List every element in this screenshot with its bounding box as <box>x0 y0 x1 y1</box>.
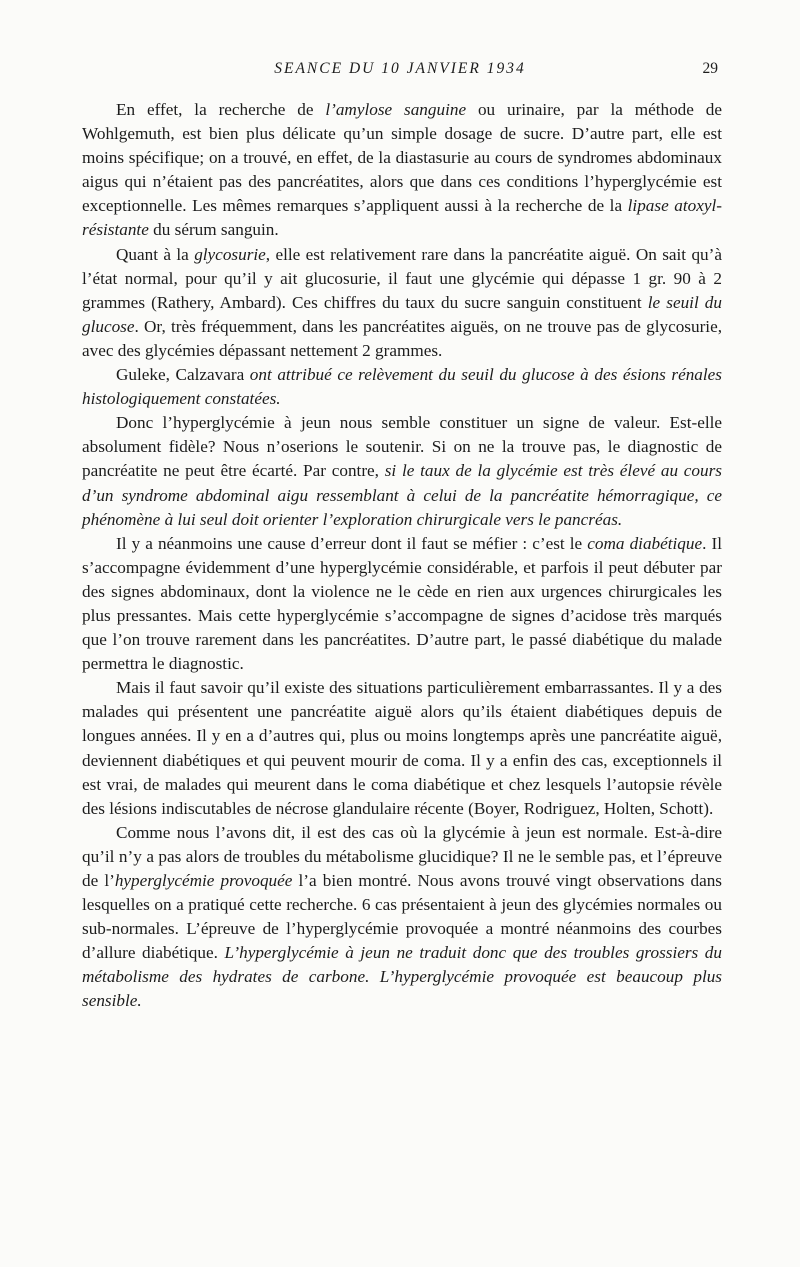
italic-text: si le taux de la glycémie est très élevé au cours d’un syndrome abdominal aigu ressemblant à celui de la pancréatite hémorragique, ce phénomène à lui seul doit orienter l’exploration chirurgicale vers le pancréas. <box>82 461 722 529</box>
text-run: Comme nous l’avons dit, il est des cas où la glycémie à jeun est normale. Est-à-dire qu’il n’y a pas alors de troubles du métabolisme glucidique? Il ne le semble pas, et l’épreuve de l’ <box>82 822 722 890</box>
header-title: SEANCE DU 10 JANVIER 1934 <box>274 60 526 77</box>
text-run: En effet, la recherche de <box>116 100 326 119</box>
text-run: ou urinaire, par la méthode de Wohlgemuth, est bien plus délicate qu’un simple dosage de sucre. D’autre part, elle est moins spécifique; on a trouvé, en effet, de la diastasurie au cours de syndromes abdominaux aigus qui n’étaient pas des pancréatites, alors que dans ces conditions l’hyperglycémie est exceptionnelle. Les mêmes remarques s’appliquent aussi à la recherche de la <box>82 100 723 216</box>
paragraph <box>82 98 722 243</box>
italic-text: ont attribué ce relèvement du seuil du glucose à des ésions rénales histologiquement constatées. <box>82 365 722 409</box>
body-text <box>82 98 722 1014</box>
italic-text: coma diabétique <box>587 533 703 553</box>
italic-text: glycosurie <box>194 244 266 264</box>
text-run: . Il s’accompagne évidemment d’une hyperglycémie considérable, et parfois il peut débuter par des signes abdominaux, dont la violence ne le cède en rien aux urgences chirurgicales les plus pressantes. Mais cette hyperglycémie s’accompagne de signes d’acidose très marqués que l’on trouve rarement dans les pancréatites. D’autre part, le passé diabétique du malade permettra le diagnostic. <box>82 533 722 674</box>
italic-text: le seuil du glucose <box>82 292 722 336</box>
paragraph <box>82 532 722 677</box>
paragraph <box>82 243 722 363</box>
italic-text: l’amylose sanguine <box>325 100 467 119</box>
paragraph <box>82 821 722 1014</box>
text-run: Mais il faut savoir qu’il existe des situations particulièrement embarrassantes. Il y a des malades qui présentent une pancréatite aiguë alors qu’ils étaient diabétiques depuis de longues années. Il y en a d’autres qui, plus ou moins longtemps après une pancréatite aiguë, deviennent diabétiques et qui peuvent mourir de coma. Il y a enfin des cas, exceptionnels il est vrai, de malades qui meurent dans le coma diabétique et chez lesquels l’autopsie révèle des lésions indiscutables de nécrose glandulaire récente (Boyer, Rodriguez, Holten, Schott). <box>82 678 722 818</box>
page-number: 29 <box>702 60 718 77</box>
text-run: du sérum sanguin. <box>148 220 279 240</box>
text-run: , elle est relativement rare dans la pancréatite aiguë. On sait qu’à l’état normal, pour qu’il y ait glucosurie, il faut une glycémie qui dépasse 1 gr. 90 à 2 grammes (Rathery, Ambard). Ces chiffres du taux du sucre sanguin constituent <box>82 244 722 312</box>
italic-text: L’hyperglycémie à jeun ne traduit donc que des troubles grossiers du métabolisme des hydrates de carbone. L’hyperglycémie provoquée est beaucoup plus sensible. <box>82 943 722 1011</box>
italic-text: hyperglycémie provoquée <box>114 871 293 890</box>
text-run: . Or, très fréquemment, dans les pancréatites aiguës, on ne trouve pas de glycosurie, avec des glycémies dépassant nettement 2 grammes. <box>82 316 722 360</box>
text-run: Donc l’hyperglycémie à jeun nous semble constituer un signe de valeur. Est-elle absolument fidèle? Nous n’oserions le soutenir. Si on ne la trouve pas, le diagnostic de pancréatite ne peut être écarté. Par contre, <box>82 413 722 481</box>
running-header <box>0 60 800 84</box>
text-run: Guleke, Calzavara <box>116 365 250 385</box>
paragraph <box>82 363 722 411</box>
paragraph <box>82 411 722 531</box>
text-run: l’a bien montré. Nous avons trouvé vingt observations dans lesquelles on a pratiqué cette recherche. 6 cas présentaient à jeun des glycémies normales ou sub-normales. L’épreuve de l’hyperglycémie provoquée a montré néanmoins des courbes d’allure diabétique. <box>82 871 722 963</box>
paragraph <box>82 676 722 821</box>
text-run: Quant à la <box>116 244 195 264</box>
text-run: Il y a néanmoins une cause d’erreur dont il faut se méfier : c’est le <box>116 533 588 553</box>
italic-text: lipase atoxyl-résistante <box>82 196 722 240</box>
